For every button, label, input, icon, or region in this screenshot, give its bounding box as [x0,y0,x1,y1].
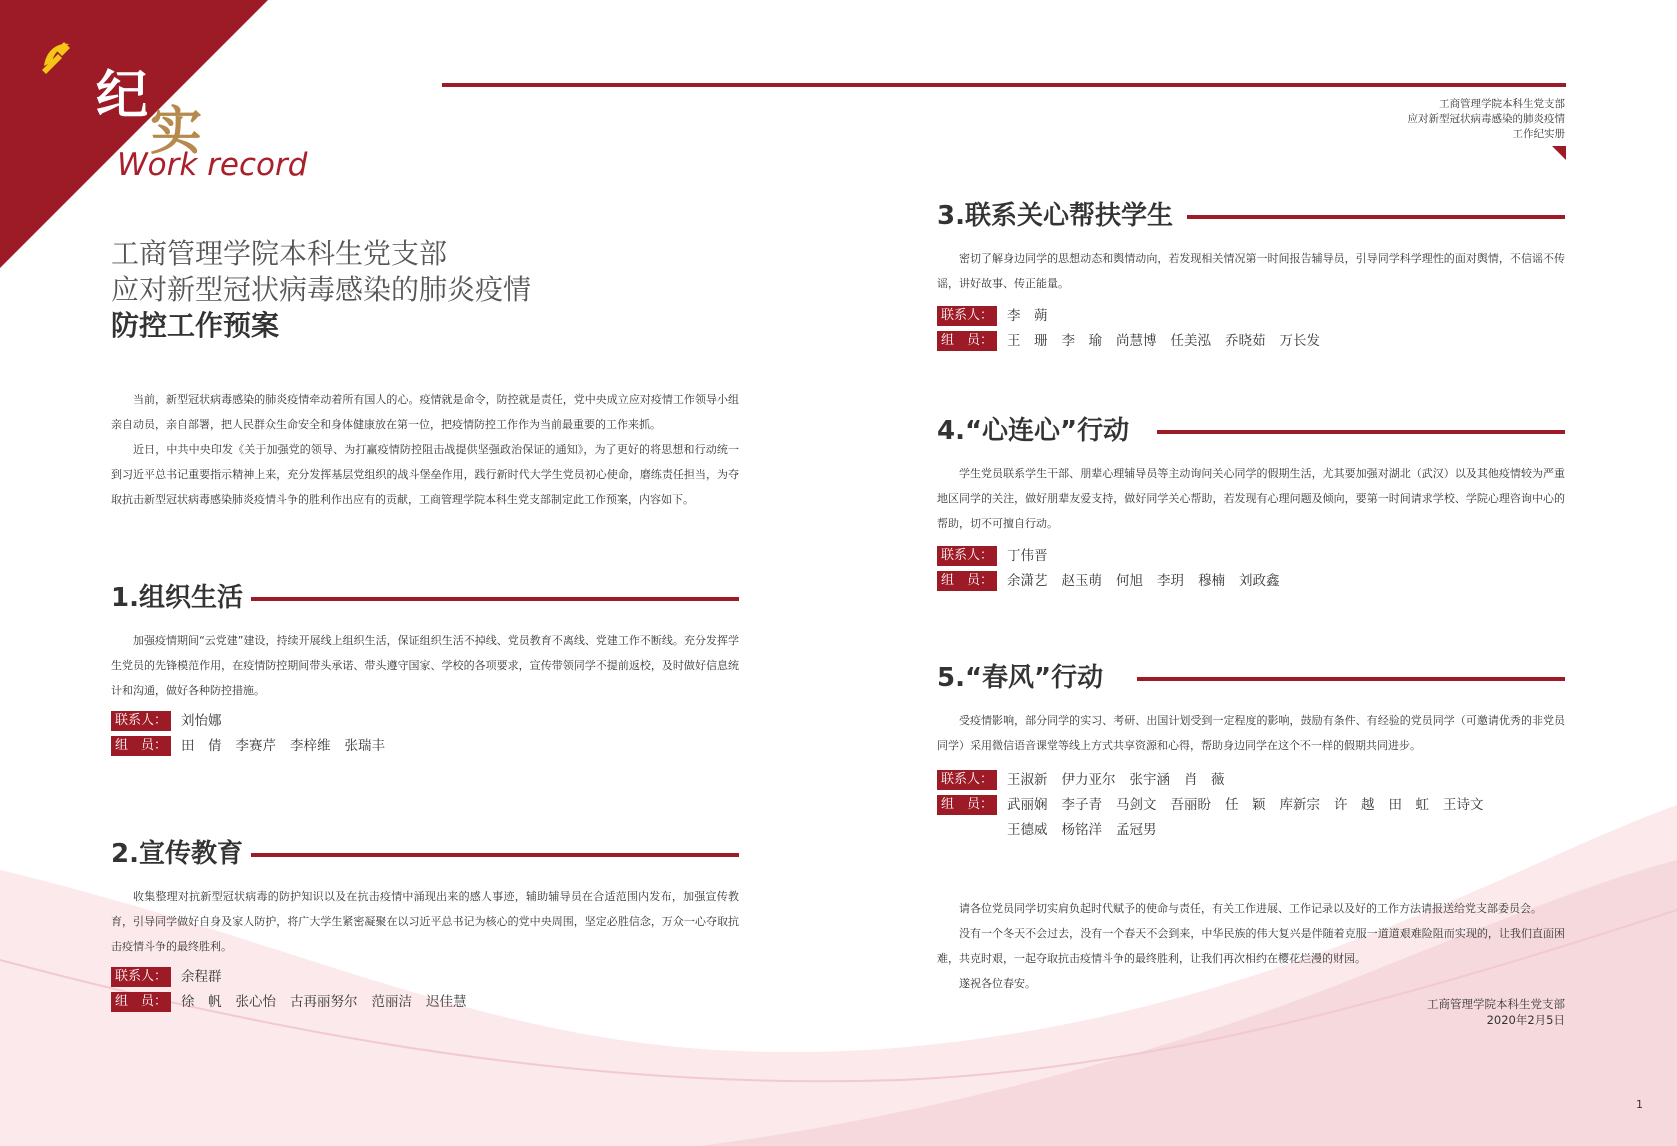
member-name: 任 颖 [1225,797,1266,813]
section-3-paragraph: 密切了解身边同学的思想动态和舆情动向，若发现相关情况第一时间报告辅导员，引导同学科学理性的面对舆情，不信谣不传谣，讲好故事、传正能量。 [937,252,1565,290]
section-3-text [937,246,1565,296]
members-tag: 组 员： [937,331,997,351]
section-1-member-names [181,734,385,759]
section-2-paragraph: 收集整理对抗新型冠状病毒的防护知识以及在抗击疫情中涌现出来的感人事迹，辅助辅导员在合适范围内发布，加强宣传教育，引导同学做好自身及家人防护，将广大学生紧密凝聚在以习近平总书记为核心的党中央周围，坚定必胜信念，万众一心夺取抗击疫情斗争的最终胜利。 [111,890,739,953]
contact-name: 伊力亚尔 [1061,772,1116,788]
section-2-header [111,836,739,872]
contact-name: 张宇涵 [1129,772,1170,788]
member-name: 孟冠男 [1116,822,1157,838]
section-5-text [937,708,1565,758]
section-2-member-names [181,990,467,1015]
section-2-contact-row [111,965,739,990]
member-name: 乔晓茹 [1225,333,1266,349]
contact-name: 丁伟晋 [1007,548,1048,564]
section-1-contact-row [111,709,739,734]
section-3-title: 3.联系关心帮扶学生 [937,198,1181,234]
section-5 [937,660,1565,843]
member-name: 王诗文 [1443,797,1484,813]
member-name: 许 越 [1334,797,1375,813]
section-4-contact-row [937,544,1565,569]
member-name: 李赛芹 [235,738,276,754]
party-emblem-icon [36,36,78,78]
section-4-paragraph: 学生党员联系学生干部、朋辈心理辅导员等主动询问关心同学的假期生活，尤其要加强对湖北（武汉）以及其他疫情较为严重地区同学的关注，做好朋辈友爱支持，做好同学关心帮助，若发现有心理问题及倾向，要第一时间请求学校、学院心理咨询中心的帮助，切不可擅自行动。 [937,467,1565,530]
section-4-title: 4.“心连心”行动 [937,413,1137,449]
section-1-header [111,580,739,616]
main-title-line1: 工商管理学院本科生党支部 [111,237,448,270]
section-4 [937,413,1565,594]
section-4-text [937,461,1565,536]
section-1 [111,580,739,759]
section-1-paragraph: 加强疫情期间“云党建”建设，持续开展线上组织生活，保证组织生活不掉线、党员教育不离线、党建工作不断线。充分发挥学生党员的先锋模范作用，在疫情防控期间带头承诺、带头遵守国家、学校的各项要求，宣传带领同学不提前返校，及时做好信息统计和沟通，做好各种防控措施。 [111,634,739,697]
members-tag: 组 员： [111,992,171,1012]
closing-paragraph-1: 请各位党员同学切实肩负起时代赋予的使命与责任，有关工作进展、工作记录以及好的工作方法请报送给党支部委员会。 [959,902,1542,915]
member-name: 杨铭洋 [1061,822,1102,838]
section-1-contact-names [181,709,222,734]
main-title-line2: 应对新型冠状病毒感染的肺炎疫情 [111,273,532,306]
contact-name: 李 蒴 [1007,308,1048,324]
main-title-line3: 防控工作预案 [111,309,280,342]
closing-paragraph-3: 遂祝各位春安。 [959,977,1036,990]
contact-tag: 联系人： [111,967,171,987]
section-3-contact-row [937,304,1565,329]
section-3-rule [1187,215,1565,219]
member-name: 尚慧博 [1116,333,1157,349]
section-3-header [937,198,1565,234]
top-rule [442,83,1566,87]
section-5-rule [1137,677,1565,681]
section-3-members-row [937,329,1565,354]
member-name: 李玥 [1157,573,1184,589]
section-5-members-row [937,793,1565,843]
member-name: 赵玉萌 [1061,573,1102,589]
contact-tag: 联系人： [937,770,997,790]
member-name: 李 瑜 [1061,333,1102,349]
section-4-rule [1157,430,1565,434]
section-4-members-row [937,569,1565,594]
page-number: 1 [1636,1098,1643,1111]
section-3-contact-names [1007,304,1048,329]
closing-paragraph-2: 没有一个冬天不会过去，没有一个春天不会到来，中华民族的伟大复兴是伴随着克服一道道艰难险阻而实现的，让我们直面困难，共克时艰，一起夺取抗击疫情斗争的最终胜利，让我们再次相约在樱花烂漫的财园。 [937,927,1565,965]
header-note [1408,97,1566,142]
member-name: 穆楠 [1198,573,1225,589]
member-name: 何旭 [1116,573,1143,589]
members-tag: 组 员： [937,795,997,815]
section-3 [937,198,1565,354]
section-5-member-names [1007,793,1507,843]
signature [1427,996,1565,1028]
section-2-text [111,884,739,959]
contact-name: 余程群 [181,969,222,985]
section-4-header [937,413,1565,449]
section-5-contact-row [937,768,1565,793]
member-name: 刘政鑫 [1239,573,1280,589]
section-5-title: 5.“春风”行动 [937,660,1111,696]
contact-tag: 联系人： [937,546,997,566]
section-2 [111,836,739,1015]
member-name: 万长发 [1279,333,1320,349]
member-name: 武丽娴 [1007,797,1048,813]
contact-name: 刘怡娜 [181,713,222,729]
main-title [111,236,751,344]
member-name: 王德威 [1007,822,1048,838]
member-name: 王 珊 [1007,333,1048,349]
section-1-title: 1.组织生活 [111,580,251,616]
member-name: 张瑞丰 [344,738,385,754]
header-note-line1: 工商管理学院本科生党支部 [1439,98,1565,110]
contact-tag: 联系人： [937,306,997,326]
section-4-contact-names [1007,544,1048,569]
header-triangle-icon [1552,146,1566,160]
intro-text [111,387,739,512]
section-5-paragraph: 受疫情影响，部分同学的实习、考研、出国计划受到一定程度的影响，鼓励有条件、有经验的党员同学（可邀请优秀的非党员同学）采用微信语音课堂等线上方式共享资源和心得，帮助身边同学在这个不一样的假期共同进步。 [937,714,1565,752]
section-4-member-names [1007,569,1280,594]
member-name: 任美泓 [1170,333,1211,349]
member-name: 田 虹 [1388,797,1429,813]
section-3-member-names [1007,329,1320,354]
section-2-title: 2.宣传教育 [111,836,251,872]
member-name: 范丽洁 [371,994,412,1010]
section-1-members-row [111,734,739,759]
member-name: 李梓维 [290,738,331,754]
section-5-header [937,660,1565,696]
signature-date: 2020年2月5日 [1486,1013,1565,1027]
member-name: 古再丽努尔 [290,994,358,1010]
member-name: 库新宗 [1279,797,1320,813]
member-name: 余潇艺 [1007,573,1048,589]
corner-title-char1: 纪 [96,66,149,126]
corner-title-char2: 实 [150,102,203,162]
member-name: 李子青 [1061,797,1102,813]
section-1-text [111,628,739,703]
member-name: 马剑文 [1116,797,1157,813]
section-1-rule [251,597,739,601]
intro-paragraph-1: 当前，新型冠状病毒感染的肺炎疫情牵动着所有国人的心。疫情就是命令，防控就是责任，党中央成立应对疫情工作领导小组亲自动员，亲自部署，把人民群众生命安全和身体健康放在第一位，把疫情防控工作作为当前最重要的工作来抓。 [111,393,739,431]
header-note-line2: 应对新型冠状病毒感染的肺炎疫情 [1407,113,1565,125]
intro-paragraph-2: 近日，中共中央印发《关于加强党的领导、为打赢疫情防控阻击战提供坚强政治保证的通知》，为了更好的将思想和行动统一到习近平总书记重要指示精神上来，充分发挥基层党组织的战斗堡垒作用，践行新时代大学生党员初心使命，磨练责任担当，为夺取抗击新型冠状病毒感染肺炎疫情斗争的胜利作出应有的贡献，工商管理学院本科生党支部制定此工作预案，内容如下。 [111,443,739,506]
member-name: 张心怡 [235,994,276,1010]
corner-title-english: Work record [117,147,308,183]
signature-org: 工商管理学院本科生党支部 [1427,997,1565,1011]
member-name: 徐 帆 [181,994,222,1010]
member-name: 田 倩 [181,738,222,754]
contact-name: 肖 薇 [1184,772,1225,788]
section-2-members-row [111,990,739,1015]
members-tag: 组 员： [937,571,997,591]
header-note-line3: 工作纪实册 [1512,128,1565,140]
contact-tag: 联系人： [111,711,171,731]
section-2-contact-names [181,965,222,990]
contact-name: 王淑新 [1007,772,1048,788]
section-2-rule [251,853,739,857]
closing-text [937,896,1565,996]
members-tag: 组 员： [111,736,171,756]
member-name: 吾丽盼 [1170,797,1211,813]
section-5-contact-names [1007,768,1225,793]
member-name: 迟佳慧 [426,994,467,1010]
